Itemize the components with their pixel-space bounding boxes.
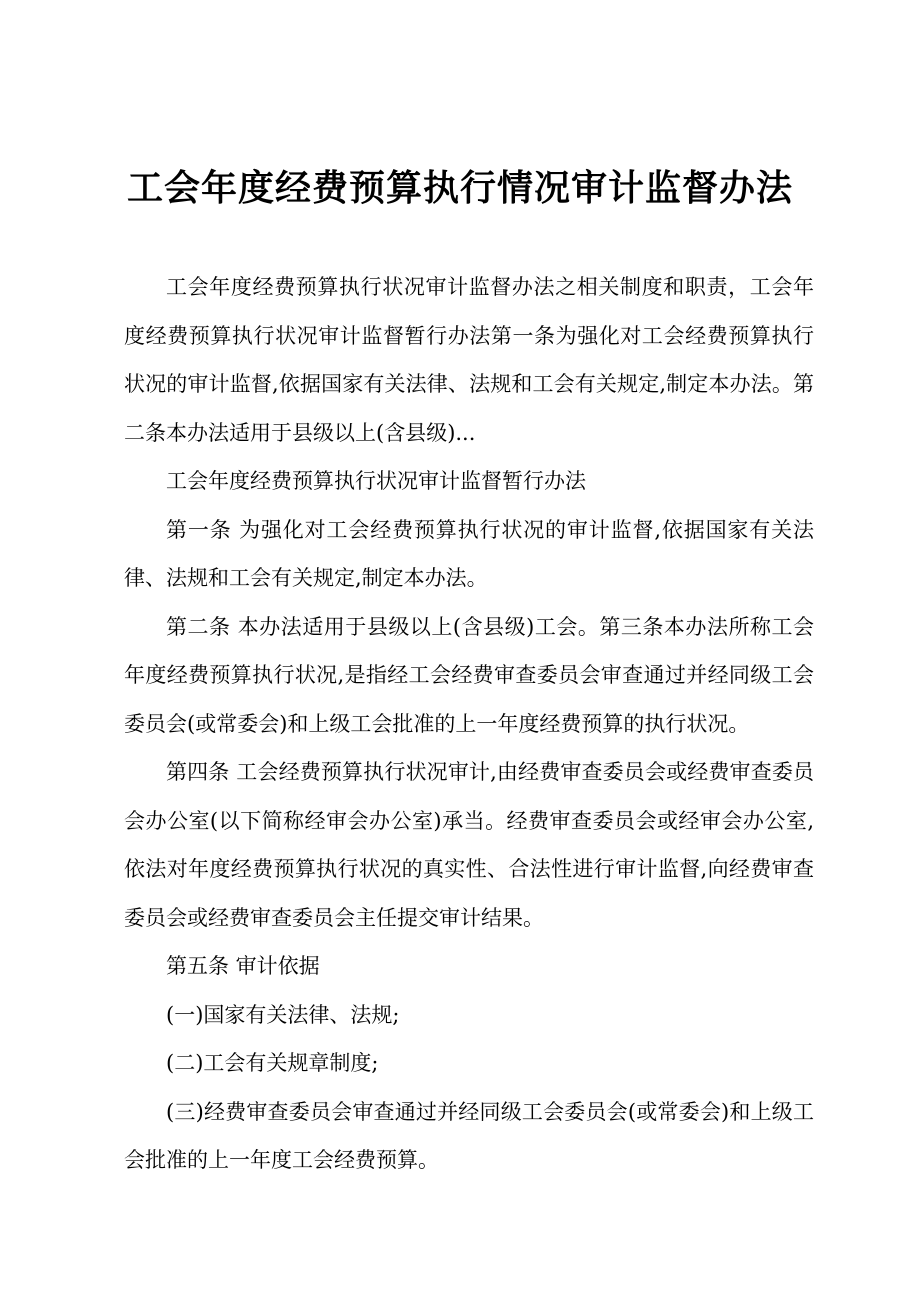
article-5-heading: 第五条 审计依据: [166, 954, 320, 978]
article-4-paragraph: 第四条 工会经费预算执行状况审计,由经费审查委员会或经费审查委员会办公室(以下简称经审会办公室)承当。经费审查委员会或经审会办公室,依法对年度经费预算执行状况的真实性、合法性进行审计监督,向经费审查委员会或经费审查委员会主任提交审计结果。: [124, 760, 814, 930]
document-title: 工会年度经费预算执行情况审计监督办法: [126, 167, 793, 209]
article-2-3-paragraph: 第二条 本办法适用于县级以上(含县级)工会。第三条本办法所称工会年度经费预算执行状况,是指经工会经费审查委员会审查通过并经同级工会委员会(或常委会)和上级工会批准的上一年度经费预算的执行状况。: [124, 614, 814, 736]
regulation-heading: 工会年度经费预算执行状况审计监督暂行办法: [166, 469, 586, 493]
audit-basis-item-1: (一)国家有关法律、法规;: [166, 1002, 400, 1027]
audit-basis-item-3: (三)经费审查委员会审查通过并经同级工会委员会(或常委会)和上级工会批准的上一年度工会经费预算。: [124, 1099, 814, 1172]
audit-basis-item-2: (二)工会有关规章制度;: [166, 1051, 379, 1075]
document-body: [124, 263, 814, 1185]
intro-paragraph: 工会年度经费预算执行状况审计监督办法之相关制度和职责，工会年度经费预算执行状况审计监督暂行办法第一条为强化对工会经费预算执行状况的审计监督,依据国家有关法律、法规和工会有关规定,制定本办法。第二条本办法适用于县级以上(含县级)...: [124, 275, 814, 445]
article-1-paragraph: 第一条 为强化对工会经费预算执行状况的审计监督,依据国家有关法律、法规和工会有关规定,制定本办法。: [124, 517, 814, 590]
